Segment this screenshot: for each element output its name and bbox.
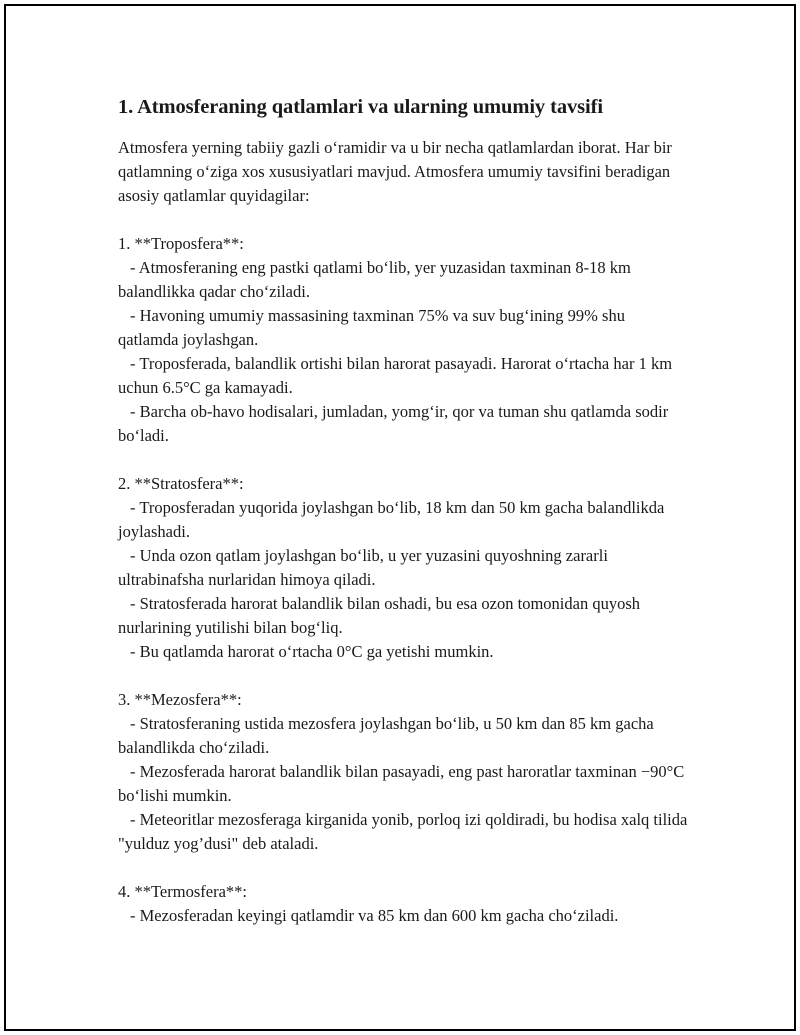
section-mesosphere bbox=[118, 688, 688, 856]
section-troposphere bbox=[118, 232, 688, 448]
list-item: - Mezosferada harorat balandlik bilan pasayadi, eng past haroratlar taxminan −90°C bo‘lishi mumkin. bbox=[118, 762, 685, 805]
list-item: - Unda ozon qatlam joylashgan bo‘lib, u yer yuzasini quyoshning zararli ultrabinafsha nurlaridan himoya qiladi. bbox=[118, 546, 608, 589]
list-item: - Mezosferadan keyingi qatlamdir va 85 km dan 600 km gacha cho‘ziladi. bbox=[130, 906, 619, 925]
section-heading: 3. **Mezosfera**: bbox=[118, 690, 242, 709]
list-item: - Stratosferada harorat balandlik bilan oshadi, bu esa ozon tomonidan quyosh nurlarining yutilishi bilan bog‘liq. bbox=[118, 594, 640, 637]
list-item: - Meteoritlar mezosferaga kirganida yonib, porloq izi qoldiradi, bu hodisa xalq tilida "yulduz yog’dusi" deb ataladi. bbox=[118, 810, 688, 853]
list-item: - Havoning umumiy massasining taxminan 75% va suv bug‘ining 99% shu qatlamda joylashgan. bbox=[118, 306, 625, 349]
section-heading: 2. **Stratosfera**: bbox=[118, 474, 244, 493]
document-body bbox=[118, 94, 688, 928]
spacer bbox=[118, 208, 688, 232]
spacer bbox=[118, 856, 688, 880]
section-stratosphere bbox=[118, 472, 688, 664]
list-item: - Barcha ob-havo hodisalari, jumladan, yomg‘ir, qor va tuman shu qatlamda sodir bo‘ladi. bbox=[118, 402, 669, 445]
list-item: - Troposferadan yuqorida joylashgan bo‘lib, 18 km dan 50 km gacha balandlikda joylashadi. bbox=[118, 498, 665, 541]
section-heading: 1. **Troposfera**: bbox=[118, 234, 244, 253]
list-item: - Troposferada, balandlik ortishi bilan harorat pasayadi. Harorat o‘rtacha har 1 km uchun 6.5°C ga kamayadi. bbox=[118, 354, 673, 397]
spacer bbox=[118, 448, 688, 472]
intro-paragraph: Atmosfera yerning tabiiy gazli o‘ramidir va u bir necha qatlamlardan iborat. Har bir qatlamning o‘ziga xos xususiyatlari mavjud. Atmosfera umumiy tavsifini beradigan asosiy qatlamlar quyidagilar: bbox=[118, 138, 672, 205]
spacer bbox=[118, 664, 688, 688]
section-thermosphere bbox=[118, 880, 688, 928]
document-title: 1. Atmosferaning qatlamlari va ularning umumiy tavsifi bbox=[118, 96, 603, 118]
section-heading: 4. **Termosfera**: bbox=[118, 882, 247, 901]
list-item: - Atmosferaning eng pastki qatlami bo‘lib, yer yuzasidan taxminan 8-18 km balandlikka qadar cho‘ziladi. bbox=[118, 258, 631, 301]
list-item: - Stratosferaning ustida mezosfera joylashgan bo‘lib, u 50 km dan 85 km gacha balandlikda cho‘ziladi. bbox=[118, 714, 654, 757]
list-item: - Bu qatlamda harorat o‘rtacha 0°C ga yetishi mumkin. bbox=[130, 642, 494, 661]
